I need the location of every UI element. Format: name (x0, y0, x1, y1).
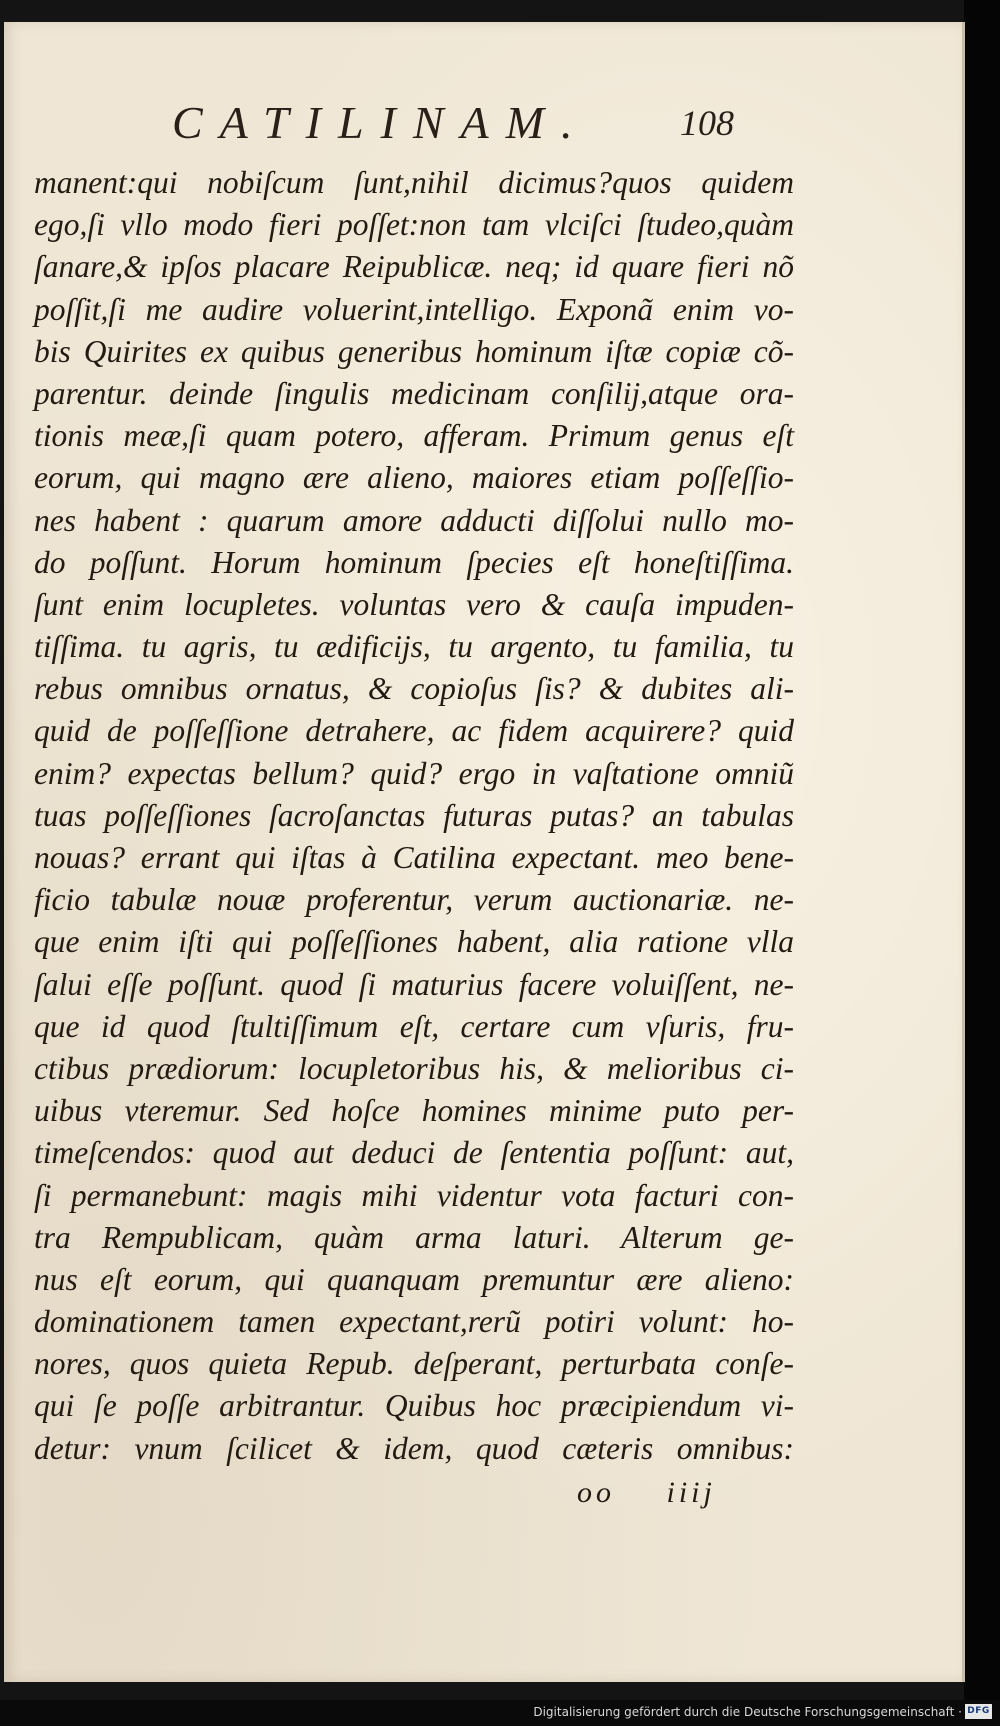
text-line: ego,ſi vllo modo fieri poſſet:non tam vlciſci ſtudeo,quàm (34, 207, 794, 243)
text-line: nores, quos quieta Repub. deſperant, perturbata conſe- (34, 1346, 794, 1382)
text-line: bis Quirites ex quibus generibus hominum iſtæ copiæ cõ- (34, 333, 794, 369)
text-line: nouas? errant qui iſtas à Catilina expectant. meo bene- (34, 840, 794, 875)
text-line: timeſcendos: quod aut deduci de ſententia poſſunt: aut, (34, 1135, 794, 1171)
text-line: ſalui eſſe poſſunt. quod ſi maturius facere voluiſſent, ne- (34, 966, 794, 1002)
text-line: nes habent : quarum amore adducti diſſolui nullo mo- (34, 502, 794, 538)
signature-mark: oo iiij (577, 1476, 716, 1509)
footer-credit: Digitalisierung gefördert durch die Deutsche Forschungsgemeinschaft · (533, 1705, 962, 1719)
running-title: CATILINAM. (172, 97, 590, 148)
text-line: ficio tabulæ nouæ proferentur, verum auctionariæ. ne- (34, 882, 794, 918)
text-line: nus eſt eorum, qui quanquam premuntur ære alieno: (34, 1261, 794, 1297)
text-line: uibus vteremur. Sed hoſce homines minime puto per- (34, 1093, 794, 1129)
scan-right-edge (964, 0, 1000, 1726)
text-line: que id quod ſtultiſſimum eſt, certare cum vſuris, fru- (34, 1008, 794, 1044)
text-line: poſſit,ſi me audire voluerint,intelligo. Exponã enim vo- (34, 291, 794, 327)
text-line: parentur. deinde ſingulis medicinam conſilij,atque ora- (34, 375, 794, 411)
text-line: que enim iſti qui poſſeſſiones habent, alia ratione vlla (34, 924, 794, 960)
page-number: 108 (680, 103, 734, 143)
footer-bar (0, 1700, 1000, 1726)
text-line: do poſſunt. Horum hominum ſpecies eſt honeſtiſſima. (34, 544, 794, 580)
book-page (4, 22, 965, 1682)
text-line: manent:qui nobiſcum ſunt,nihil dicimus?quos quidem (34, 165, 794, 200)
text-line: eorum, qui magno ære alieno, maiores etiam poſſeſſio- (34, 460, 794, 496)
text-line: enim? expectas bellum? quid? ergo in vaſtatione omniũ (34, 755, 794, 791)
text-line: detur: vnum ſcilicet & idem, quod cæteris omnibus: (34, 1430, 794, 1466)
text-line: quid de poſſeſſione detrahere, ac fidem acquirere? quid (34, 713, 794, 749)
page-header (4, 96, 962, 156)
text-line: ctibus prædiorum: locupletoribus his, & melioribus ci- (34, 1050, 794, 1086)
text-line: rebus omnibus ornatus, & copioſus ſis? & dubites ali- (34, 671, 794, 707)
text-line: qui ſe poſſe arbitrantur. Quibus hoc præcipiendum vi- (34, 1388, 794, 1424)
text-line: tiſſima. tu agris, tu ædificijs, tu argento, tu familia, tu (34, 629, 794, 665)
text-line: ſunt enim locupletes. voluntas vero & cauſa impuden- (34, 586, 794, 622)
text-line: tuas poſſeſſiones ſacroſanctas futuras putas? an tabulas (34, 797, 794, 833)
text-line: dominationem tamen expectant,rerũ potiri volunt: ho- (34, 1304, 794, 1340)
text-line: tra Rempublicam, quàm arma laturi. Alterum ge- (34, 1219, 794, 1255)
dfg-logo: DFG (965, 1704, 992, 1719)
text-line: ſanare,& ipſos placare Reipublicæ. neq; id quare fieri nõ (34, 249, 794, 285)
body-text (34, 162, 794, 1470)
text-line: tionis meæ,ſi quam potero, afferam. Primum genus eſt (34, 418, 794, 454)
text-line: ſi permanebunt: magis mihi videntur vota facturi con- (34, 1177, 794, 1213)
